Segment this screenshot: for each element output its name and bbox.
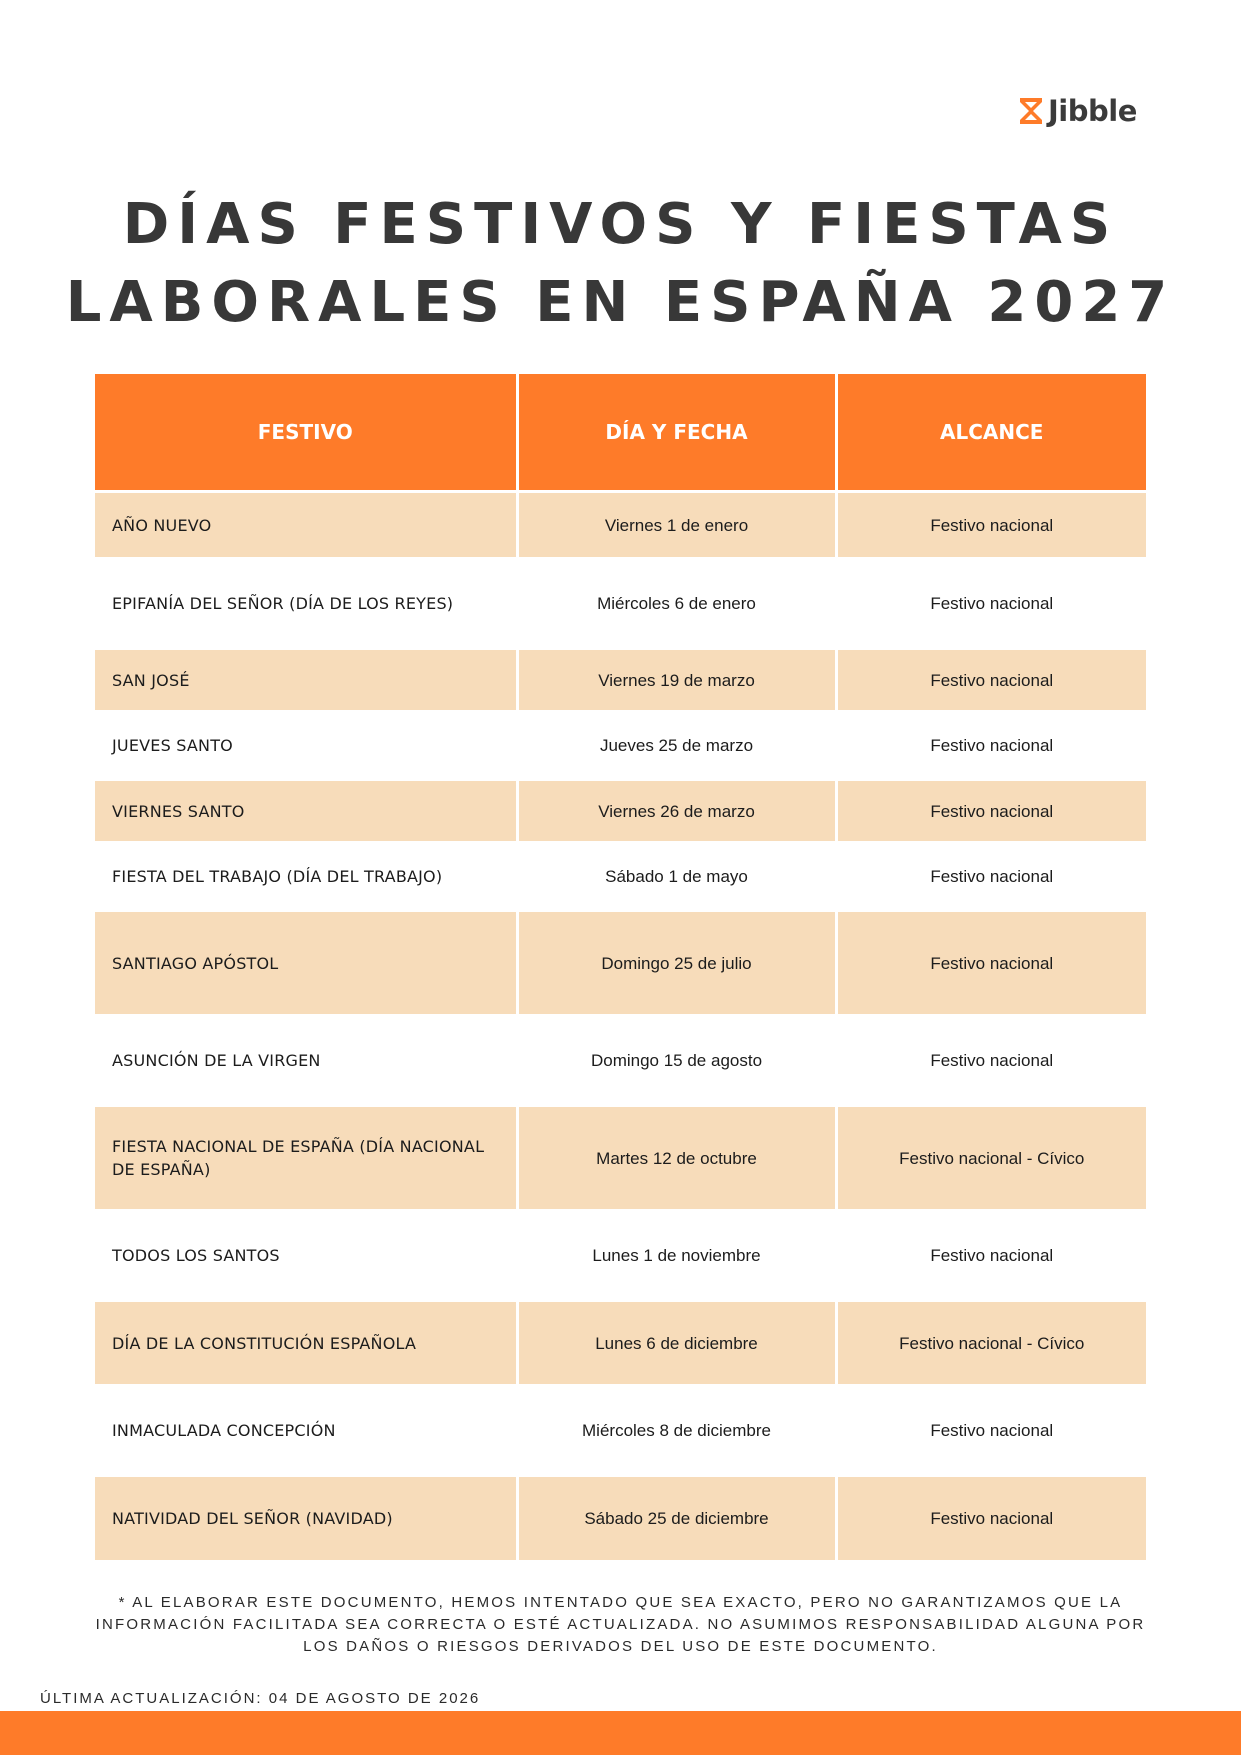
holiday-date: Lunes 6 de diciembre	[517, 1301, 836, 1386]
column-header-date: DÍA Y FECHA	[517, 374, 836, 492]
hourglass-icon	[1018, 96, 1044, 126]
holiday-name: FIESTA DEL TRABAJO (DÍA DEL TRABAJO)	[95, 843, 517, 911]
holiday-scope: Festivo nacional - Cívico	[836, 1301, 1146, 1386]
holiday-name: FIESTA NACIONAL DE ESPAÑA (DÍA NACIONAL DE ESPAÑA)	[95, 1106, 517, 1211]
disclaimer-note: * AL ELABORAR ESTE DOCUMENTO, HEMOS INTENTADO QUE SEA EXACTO, PERO NO GARANTIZAMOS QUE LA INFORMACIÓN FACILITADA SEA CORRECTA O ESTÉ ACTUALIZADA. NO ASUMIMOS RESPONSABILIDAD ALGUNA POR LOS DAÑOS O RIESGOS DERIVADOS DEL USO DE ESTE DOCUMENTO.	[95, 1594, 1146, 1655]
table-row	[95, 1301, 1146, 1386]
last-updated-label: ÚLTIMA ACTUALIZACIÓN: 04 DE AGOSTO DE 2026	[40, 1690, 481, 1707]
brand-logo	[1018, 94, 1137, 128]
holiday-name: SAN JOSÉ	[95, 649, 517, 712]
holiday-date: Viernes 26 de marzo	[517, 780, 836, 843]
holiday-date: Sábado 1 de mayo	[517, 843, 836, 911]
page-title-line-1: DÍAS FESTIVOS Y FIESTAS	[122, 192, 1119, 257]
table-row	[95, 911, 1146, 1016]
holiday-date: Viernes 19 de marzo	[517, 649, 836, 712]
holiday-scope: Festivo nacional	[836, 712, 1146, 780]
holiday-name: NATIVIDAD DEL SEÑOR (NAVIDAD)	[95, 1476, 517, 1560]
holiday-date: Jueves 25 de marzo	[517, 712, 836, 780]
table-row	[95, 1476, 1146, 1560]
table-row	[95, 1106, 1146, 1211]
holiday-name: INMACULADA CONCEPCIÓN	[95, 1386, 517, 1476]
holiday-date: Miércoles 8 de diciembre	[517, 1386, 836, 1476]
holiday-scope: Festivo nacional	[836, 492, 1146, 559]
column-header-scope: ALCANCE	[836, 374, 1146, 492]
holiday-date: Domingo 15 de agosto	[517, 1016, 836, 1106]
column-header-holiday: FESTIVO	[95, 374, 517, 492]
table-row	[95, 1016, 1146, 1106]
holiday-name: JUEVES SANTO	[95, 712, 517, 780]
holiday-date: Sábado 25 de diciembre	[517, 1476, 836, 1560]
footer-bar	[0, 1711, 1241, 1755]
table-row	[95, 843, 1146, 911]
holiday-scope: Festivo nacional	[836, 1476, 1146, 1560]
holiday-scope: Festivo nacional	[836, 911, 1146, 1016]
holiday-scope: Festivo nacional - Cívico	[836, 1106, 1146, 1211]
table-header-row	[95, 374, 1146, 492]
table-row	[95, 712, 1146, 780]
holidays-table	[95, 374, 1146, 1560]
holiday-name: SANTIAGO APÓSTOL	[95, 911, 517, 1016]
table-row	[95, 649, 1146, 712]
table-row	[95, 1386, 1146, 1476]
holiday-scope: Festivo nacional	[836, 1386, 1146, 1476]
table-row	[95, 1211, 1146, 1301]
holiday-scope: Festivo nacional	[836, 559, 1146, 649]
brand-name: Jibble	[1048, 94, 1137, 128]
page-title-line-2: LABORALES EN ESPAÑA 2027	[65, 270, 1176, 335]
table-row	[95, 780, 1146, 843]
holiday-name: ASUNCIÓN DE LA VIRGEN	[95, 1016, 517, 1106]
holiday-date: Lunes 1 de noviembre	[517, 1211, 836, 1301]
holiday-name: EPIFANÍA DEL SEÑOR (DÍA DE LOS REYES)	[95, 559, 517, 649]
page-title	[60, 186, 1181, 342]
holiday-scope: Festivo nacional	[836, 843, 1146, 911]
holiday-name: TODOS LOS SANTOS	[95, 1211, 517, 1301]
holiday-name: VIERNES SANTO	[95, 780, 517, 843]
holiday-scope: Festivo nacional	[836, 780, 1146, 843]
holiday-date: Miércoles 6 de enero	[517, 559, 836, 649]
holiday-date: Viernes 1 de enero	[517, 492, 836, 559]
holiday-scope: Festivo nacional	[836, 1211, 1146, 1301]
holiday-scope: Festivo nacional	[836, 1016, 1146, 1106]
table-row	[95, 492, 1146, 559]
holiday-date: Domingo 25 de julio	[517, 911, 836, 1016]
table-row	[95, 559, 1146, 649]
holiday-scope: Festivo nacional	[836, 649, 1146, 712]
holiday-name: AÑO NUEVO	[95, 492, 517, 559]
holiday-name: DÍA DE LA CONSTITUCIÓN ESPAÑOLA	[95, 1301, 517, 1386]
holiday-date: Martes 12 de octubre	[517, 1106, 836, 1211]
